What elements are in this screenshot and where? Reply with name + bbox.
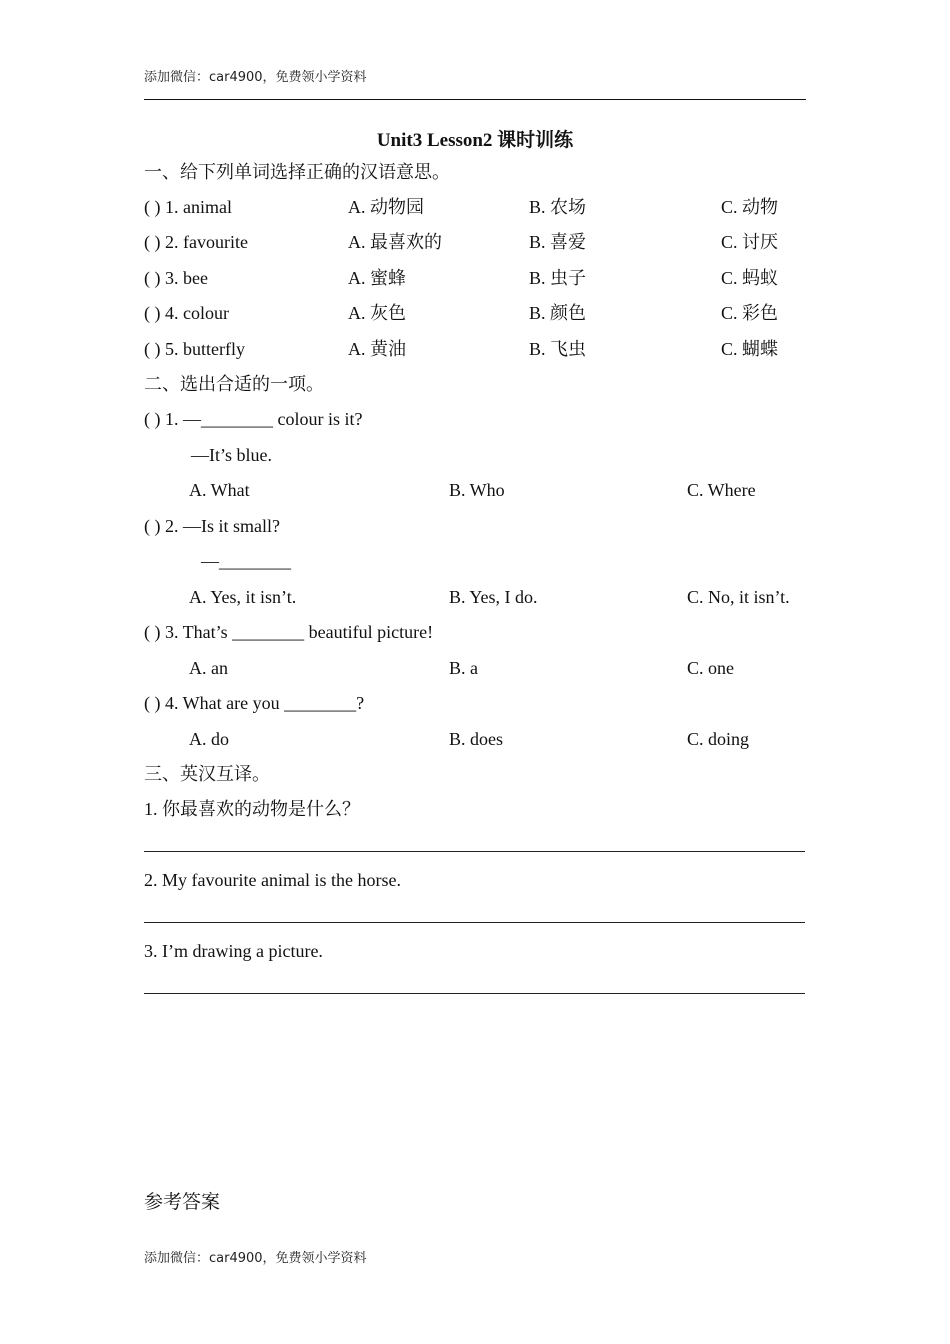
s2-q2-option-b: B. Yes, I do. bbox=[449, 587, 538, 607]
s2-q3-option-c: C. one bbox=[687, 658, 734, 678]
s2-q4-option-c: C. doing bbox=[687, 729, 750, 749]
s1-q4-option-a: A. 灰色 bbox=[348, 303, 406, 323]
s1-q1-option-b: B. 农场 bbox=[529, 197, 587, 217]
s1-q3-option-b: B. 虫子 bbox=[529, 268, 587, 288]
s3-answer-line-1 bbox=[144, 851, 805, 852]
answer-key-title: 参考答案 bbox=[144, 1192, 221, 1213]
s1-q1-stem: ( ) 1. animal bbox=[144, 197, 232, 217]
s2-q1-option-a: A. What bbox=[189, 480, 250, 500]
s1-q3-option-a: A. 蜜蜂 bbox=[348, 268, 406, 288]
section1-heading: 一、给下列单词选择正确的汉语意思。 bbox=[144, 162, 450, 182]
s3-answer-line-2 bbox=[144, 922, 805, 923]
s2-q2-stem: ( ) 2. —Is it small? bbox=[144, 516, 280, 536]
s2-q3-option-b: B. a bbox=[449, 658, 478, 678]
s1-q4-option-b: B. 颜色 bbox=[529, 303, 587, 323]
s3-item-2: 2. My favourite animal is the horse. bbox=[144, 870, 401, 890]
s2-q1-option-c: C. Where bbox=[687, 480, 756, 500]
s1-q5-option-a: A. 黄油 bbox=[348, 339, 406, 359]
s3-answer-line-3 bbox=[144, 993, 805, 994]
s2-q2-option-c: C. No, it isn’t. bbox=[687, 587, 790, 607]
s2-q2-option-a: A. Yes, it isn’t. bbox=[189, 587, 297, 607]
s2-q4-option-b: B. does bbox=[449, 729, 503, 749]
s1-q3-stem: ( ) 3. bee bbox=[144, 268, 208, 288]
section3-heading: 三、英汉互译。 bbox=[144, 764, 270, 784]
s3-item-3: 3. I’m drawing a picture. bbox=[144, 941, 323, 961]
s2-q3-option-a: A. an bbox=[189, 658, 228, 678]
section2-heading: 二、选出合适的一项。 bbox=[144, 374, 324, 394]
s1-q2-option-a: A. 最喜欢的 bbox=[348, 232, 442, 252]
header-divider bbox=[144, 99, 806, 100]
s1-q1-option-c: C. 动物 bbox=[721, 197, 779, 217]
s2-q2-reply: —________ bbox=[201, 551, 291, 571]
s1-q2-option-c: C. 讨厌 bbox=[721, 232, 779, 252]
s1-q4-option-c: C. 彩色 bbox=[721, 303, 779, 323]
s1-q1-option-a: A. 动物园 bbox=[348, 197, 424, 217]
header-note: 添加微信：car4900，免费领小学资料 bbox=[144, 70, 367, 85]
s2-q1-stem: ( ) 1. —________ colour is it? bbox=[144, 409, 363, 429]
footer-note: 添加微信：car4900，免费领小学资料 bbox=[144, 1251, 367, 1266]
s1-q2-option-b: B. 喜爱 bbox=[529, 232, 587, 252]
s3-item-1: 1. 你最喜欢的动物是什么？ bbox=[144, 799, 360, 819]
s2-q3-stem: ( ) 3. That’s ________ beautiful picture! bbox=[144, 622, 434, 642]
s1-q2-stem: ( ) 2. favourite bbox=[144, 232, 248, 252]
s2-q1-reply: —It’s blue. bbox=[191, 445, 272, 465]
s2-q4-stem: ( ) 4. What are you ________? bbox=[144, 693, 365, 713]
s1-q5-stem: ( ) 5. butterfly bbox=[144, 339, 245, 359]
s2-q1-option-b: B. Who bbox=[449, 480, 505, 500]
s2-q4-option-a: A. do bbox=[189, 729, 229, 749]
s1-q5-option-c: C. 蝴蝶 bbox=[721, 339, 779, 359]
s1-q4-stem: ( ) 4. colour bbox=[144, 303, 229, 323]
s1-q5-option-b: B. 飞虫 bbox=[529, 339, 587, 359]
s1-q3-option-c: C. 蚂蚁 bbox=[721, 268, 779, 288]
page-title: Unit3 Lesson2 课时训练 bbox=[376, 130, 574, 151]
